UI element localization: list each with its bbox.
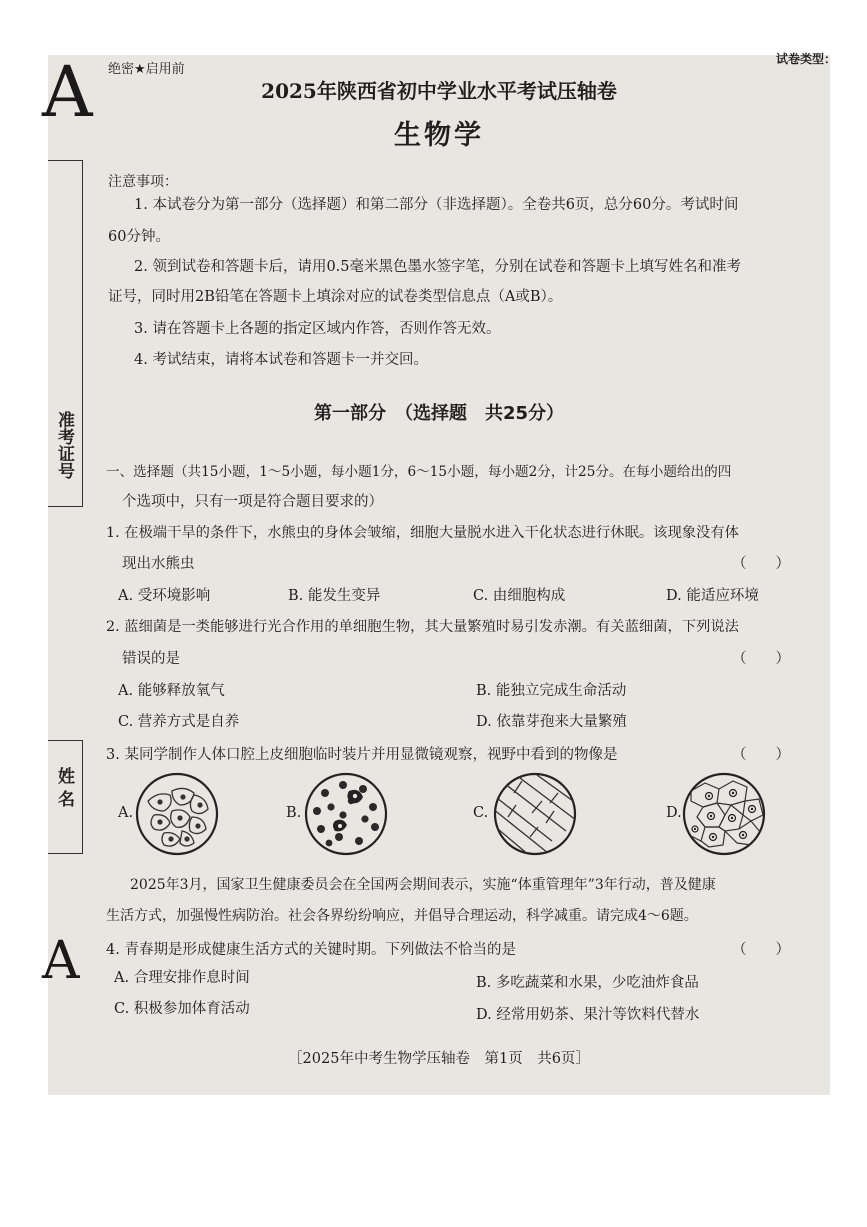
notice-item: 证号，同时用2B铅笔在答题卡上填涂对应的试卷类型信息点（A或B）。 — [108, 289, 563, 305]
notice-item: 3. 请在答题卡上各题的指定区域内作答，否则作答无效。 — [134, 321, 501, 337]
answer-paren: （ ） — [732, 747, 790, 763]
secret-mark: 绝密★启用前 — [108, 62, 185, 77]
section-instruction: 个选项中，只有一项是符合题目要求的） — [122, 494, 383, 510]
paper-type-letter-lower: A — [42, 931, 80, 991]
answer-paren: （ ） — [732, 651, 790, 667]
notice-item: 4. 考试结束，请将本试卷和答题卡一并交回。 — [134, 352, 428, 368]
question-3-option-b: B. — [286, 805, 302, 821]
question-1-option-c: C. 由细胞构成 — [473, 588, 566, 604]
notice-heading: 注意事项： — [108, 174, 178, 190]
question-3-option-d: D. — [666, 805, 682, 821]
context-paragraph: 生活方式，加强慢性病防治。社会各界纷纷响应，并倡导合理运动，科学减重。请完成4～6题。 — [106, 908, 698, 924]
name-label: 姓 名 — [54, 767, 74, 807]
question-4-option-c: C. 积极参加体育活动 — [114, 1001, 250, 1017]
subject-title: 生物学 — [394, 120, 484, 151]
page-footer: ［2025年中考生物学压轴卷 第1页 共6页］ — [288, 1051, 590, 1067]
question-1-option-a: A. 受环境影响 — [118, 588, 211, 604]
answer-paren: （ ） — [732, 556, 790, 572]
question-2-stem: 2. 蓝细菌是一类能够进行光合作用的单细胞生物，其大量繁殖时易引发赤潮。有关蓝细菌，下列说法 — [106, 619, 739, 635]
blood-cells-figure — [303, 771, 389, 857]
question-1-stem: 现出水熊虫 — [122, 556, 195, 572]
question-4-stem: 4. 青春期是形成健康生活方式的关键时期。下列做法不恰当的是 — [106, 942, 516, 958]
question-4-option-d: D. 经常用奶茶、果汁等饮料代替水 — [476, 1007, 700, 1023]
notice-item: 1. 本试卷分为第一部分（选择题）和第二部分（非选择题）。全卷共6页，总分60分。考试时间 — [134, 197, 739, 213]
paper-type-corner: 试卷类型： — [775, 52, 836, 66]
question-2-option-a: A. 能够释放氧气 — [118, 683, 225, 699]
context-paragraph: 2025年3月，国家卫生健康委员会在全国两会期间表示，实施“体重管理年”3年行动，普及健康 — [130, 877, 716, 893]
exam-paper — [42, 51, 836, 1095]
section-title: 第一部分 （选择题 共25分） — [313, 403, 565, 424]
paper-type-letter: A — [42, 51, 93, 133]
leaf-cells-figure — [681, 771, 767, 857]
notice-item: 2. 领到试卷和答题卡后，请用0.5毫米黑色墨水签字笔，分别在试卷和答题卡上填写姓名和准考 — [134, 259, 741, 275]
question-4-option-a: A. 合理安排作息时间 — [114, 970, 250, 986]
question-2-option-d: D. 依靠芽孢来大量繁殖 — [476, 714, 627, 730]
section-instruction: 一、选择题（共15小题，1～5小题，每小题1分，6～15小题，每小题2分，计25分。在每小题给出的四 — [106, 464, 732, 480]
question-3-option-c: C. — [473, 805, 489, 821]
question-1-option-b: B. 能发生变异 — [288, 588, 381, 604]
question-4-option-b: B. 多吃蔬菜和水果，少吃油炸食品 — [476, 975, 699, 991]
question-2-option-c: C. 营养方式是自养 — [118, 714, 240, 730]
question-2-option-b: B. 能独立完成生命活动 — [476, 683, 627, 699]
question-1-option-d: D. 能适应环境 — [666, 588, 759, 604]
answer-paren: （ ） — [732, 942, 790, 958]
exam-title: 2025年陕西省初中学业水平考试压轴卷 — [261, 79, 617, 103]
question-3-option-a: A. — [118, 805, 134, 821]
notice-item: 60分钟。 — [108, 229, 170, 245]
question-2-stem: 错误的是 — [122, 651, 180, 667]
id-number-label: 准考证号 — [54, 411, 74, 479]
epithelial-cells-figure — [134, 771, 220, 857]
question-1-stem: 1. 在极端干旱的条件下，水熊虫的身体会皱缩，细胞大量脱水进入干化状态进行休眠。该现象没有体 — [106, 525, 739, 541]
plant-cells-figure — [492, 771, 578, 857]
question-3-stem: 3. 某同学制作人体口腔上皮细胞临时装片并用显微镜观察，视野中看到的物像是 — [106, 747, 618, 763]
